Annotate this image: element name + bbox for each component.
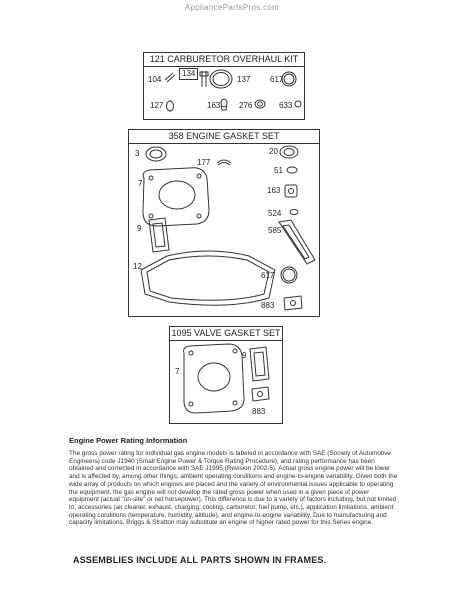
label-9: 9: [137, 224, 142, 233]
part-276-washer: [255, 100, 265, 108]
engine-power-rating-info: [69, 436, 399, 527]
label-127: 127: [150, 101, 164, 110]
assemblies-note: ASSEMBLIES INCLUDE ALL PARTS SHOWN IN FRAMES.: [73, 555, 327, 565]
label-12: 12: [133, 262, 142, 271]
part-163: [221, 99, 227, 107]
part-51: [287, 167, 297, 173]
part-883-gasket: [284, 296, 302, 310]
info-heading: Engine Power Rating Information: [69, 436, 188, 445]
label-617: 617: [261, 271, 275, 280]
part-3-seal: [146, 147, 166, 161]
label-7: 7: [138, 179, 143, 188]
label-524: 524: [268, 209, 282, 218]
part-12-crankcase-gasket: [141, 251, 275, 305]
part-127-seat: [167, 101, 174, 111]
part-633: [295, 101, 301, 107]
engine-gasket-parts: [129, 130, 319, 316]
carburetor-kit-frame: [143, 52, 305, 120]
part-163-gasket: [285, 185, 297, 197]
label-883: 883: [261, 301, 275, 310]
label-276: 276: [239, 101, 253, 110]
label-134: 134: [179, 68, 198, 80]
label-3: 3: [135, 149, 140, 158]
label-633: 633: [279, 101, 293, 110]
label-137: 137: [237, 75, 251, 84]
part-20-seal: [280, 146, 298, 158]
label-617: 617: [270, 75, 284, 84]
label-163: 163: [267, 186, 281, 195]
valve-gasket-frame: [169, 326, 283, 424]
part-104-pin: [165, 73, 173, 80]
label-104: 104: [148, 75, 162, 84]
part-524: [290, 210, 298, 215]
part-883-gasket: [252, 387, 269, 401]
label-51: 51: [274, 166, 283, 175]
info-body: The gross power rating for individual gas engine models is labeled in accordance with SAE (Society of Automotive Engineers) code J1940 (Small Engine Power & Torque Rating Procedure), and rating performance has been obtained and corrected in accordance with SAE J1995 (Revision 2002-5). Actual gross engine power will be lower and is affected by, among other things, ambient operating conditions and engine-to-engine variability. Given both the wide array of products on which engines are placed and the variety of environmental issues applicable to operating the equipment, the gas engine will not develop the rated gross power when used in a given piece of power equipment (actual "on-site" or net horsepower). This difference is due to a variety of factors including, but not limited to, accessories (air cleaner, exhaust, charging, cooling, carburetor, fuel pump, etc.), application limitations, ambient operating conditions (temperature, humidity, altitude), and engine-to-engine variability. Due to manufacturing and capacity limitations, Briggs & Stratton may substitute an engine of higher rated power for this Series engine.: [69, 450, 398, 527]
label-883: 883: [252, 407, 266, 416]
label-9: 9: [242, 351, 247, 360]
label-163: 163: [207, 101, 221, 110]
part-585-gasket: [279, 220, 315, 264]
carburetor-kit-title: 121 CARBURETOR OVERHAUL KIT: [144, 53, 304, 67]
engine-gasket-title: 358 ENGINE GASKET SET: [129, 130, 319, 144]
label-7: 7: [175, 367, 180, 376]
engine-gasket-frame: [128, 129, 320, 317]
valve-gasket-title: 1095 VALVE GASKET SET: [170, 327, 282, 341]
label-585: 585: [268, 226, 282, 235]
watermark: AppliancePartsPros.com: [184, 3, 280, 12]
label-177: 177: [197, 158, 211, 167]
label-20: 20: [269, 147, 278, 156]
